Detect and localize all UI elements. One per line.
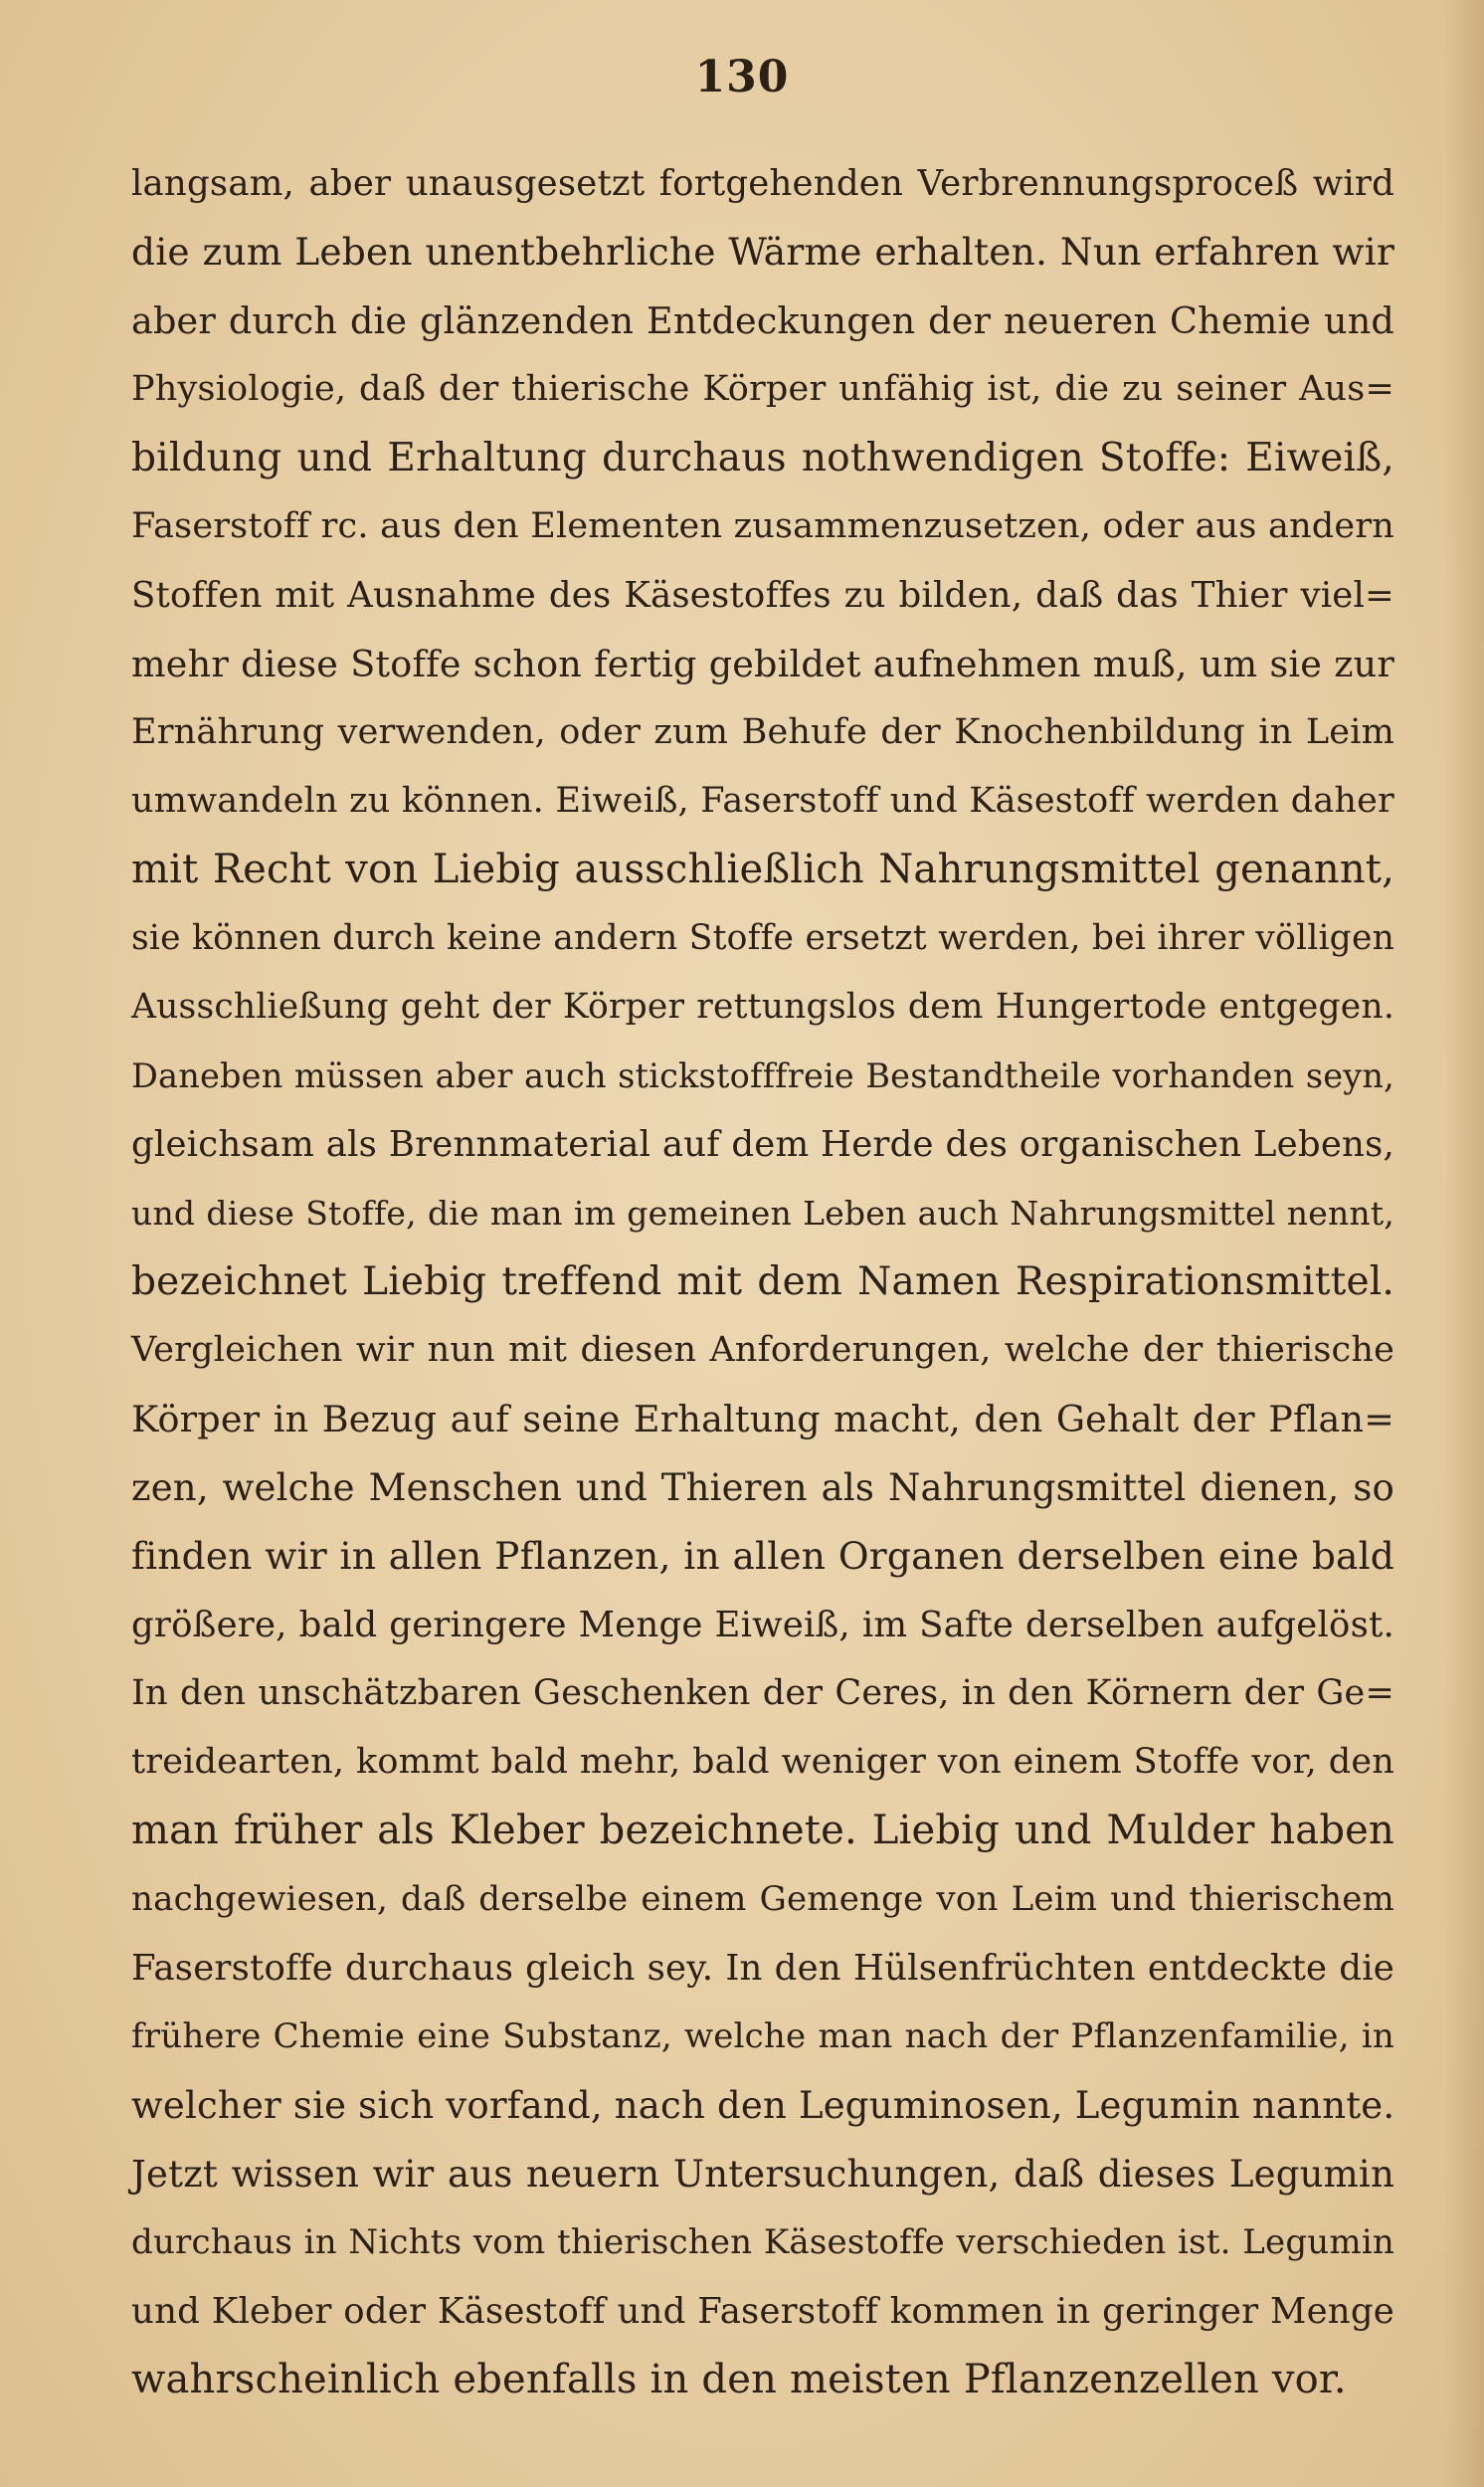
text-line: gleichsam als Brennmaterial auf dem Herde des organischen Lebens, [131,1124,1394,1165]
text-line: Körper in Bezug auf seine Erhaltung macht, den Gehalt der Pflan= [131,1398,1394,1440]
body-text [131,149,1394,2414]
text-line: man früher als Kleber bezeichnete. Liebig und Mulder haben [131,1808,1394,1853]
text-line: bezeichnet Liebig treffend mit dem Namen Respirationsmittel. [131,1259,1394,1304]
text-line: langsam, aber unausgesetzt fortgehenden Verbrennungsproceß wird [131,163,1394,204]
text-line: die zum Leben unentbehrliche Wärme erhalten. Nun erfahren wir [131,230,1394,274]
text-line: durchaus in Nichts vom thierischen Käsestoffe verschieden ist. Legumin [131,2222,1394,2262]
text-line: nachgewiesen, daß derselbe einem Gemenge von Leim und thierischem [131,1879,1394,1919]
text-line: Ausschließung geht der Körper rettungslos dem Hungertode entgegen. [131,987,1394,1027]
text-line: bildung und Erhaltung durchaus nothwendigen Stoffe: Eiweiß, [131,436,1394,480]
page-edge-shadow [1444,0,1484,2487]
text-line: sie können durch keine andern Stoffe ersetzt werden, bei ihrer völligen [131,918,1394,958]
text-line: welcher sie sich vorfand, nach den Leguminosen, Legumin nannte. [131,2084,1395,2127]
text-line: Daneben müssen aber auch stickstofffreie Bestandtheile vorhanden seyn, [131,1056,1394,1095]
text-line: Stoffen mit Ausnahme des Käsestoffes zu bilden, daß das Thier viel= [131,575,1394,616]
text-line: Faserstoffe durchaus gleich sey. In den Hülsenfrüchten entdeckte die [131,1948,1394,1989]
text-line: mit Recht von Liebig ausschließlich Nahrungsmittel genannt, [131,847,1394,892]
text-line: In den unschätzbaren Geschenken der Ceres, in den Körnern der Ge= [131,1673,1394,1713]
text-line: mehr diese Stoffe schon fertig gebildet aufnehmen muß, um sie zur [131,643,1394,685]
text-line: Faserstoff rc. aus den Elementen zusammenzusetzen, oder aus andern [131,506,1394,546]
text-line: größere, bald geringere Menge Eiweiß, im Safte derselben aufgelöst. [131,1605,1394,1645]
text-line: und Kleber oder Käsestoff und Faserstoff kommen in geringer Menge [131,2291,1394,2332]
text-line: Physiologie, daß der thierische Körper unfähig ist, die zu seiner Aus= [131,369,1394,409]
text-line: treidearten, kommt bald mehr, bald weniger von einem Stoffe vor, den [131,1742,1394,1782]
text-line: und diese Stoffe, die man im gemeinen Leben auch Nahrungsmittel nennt, [131,1194,1394,1233]
text-line: zen, welche Menschen und Thieren als Nahrungsmittel dienen, so [131,1466,1394,1509]
text-line: finden wir in allen Pflanzen, in allen Organen derselben eine bald [131,1534,1394,1578]
page-number: 130 [694,52,790,102]
text-line: Ernährung verwenden, oder zum Behufe der Knochenbildung in Leim [131,712,1394,752]
text-line: wahrscheinlich ebenfalls in den meisten Pflanzenzellen vor. [131,2357,1347,2402]
text-line: frühere Chemie eine Substanz, welche man nach der Pflanzenfamilie, in [131,2016,1394,2056]
text-line: Jetzt wissen wir aus neuern Untersuchungen, daß dieses Legumin [131,2153,1394,2196]
text-line: aber durch die glänzenden Entdeckungen der neueren Chemie und [131,299,1394,342]
text-line: umwandeln zu können. Eiweiß, Faserstoff und Käsestoff werden daher [131,781,1394,821]
text-line: Vergleichen wir nun mit diesen Anforderungen, welche der thierische [131,1330,1394,1370]
